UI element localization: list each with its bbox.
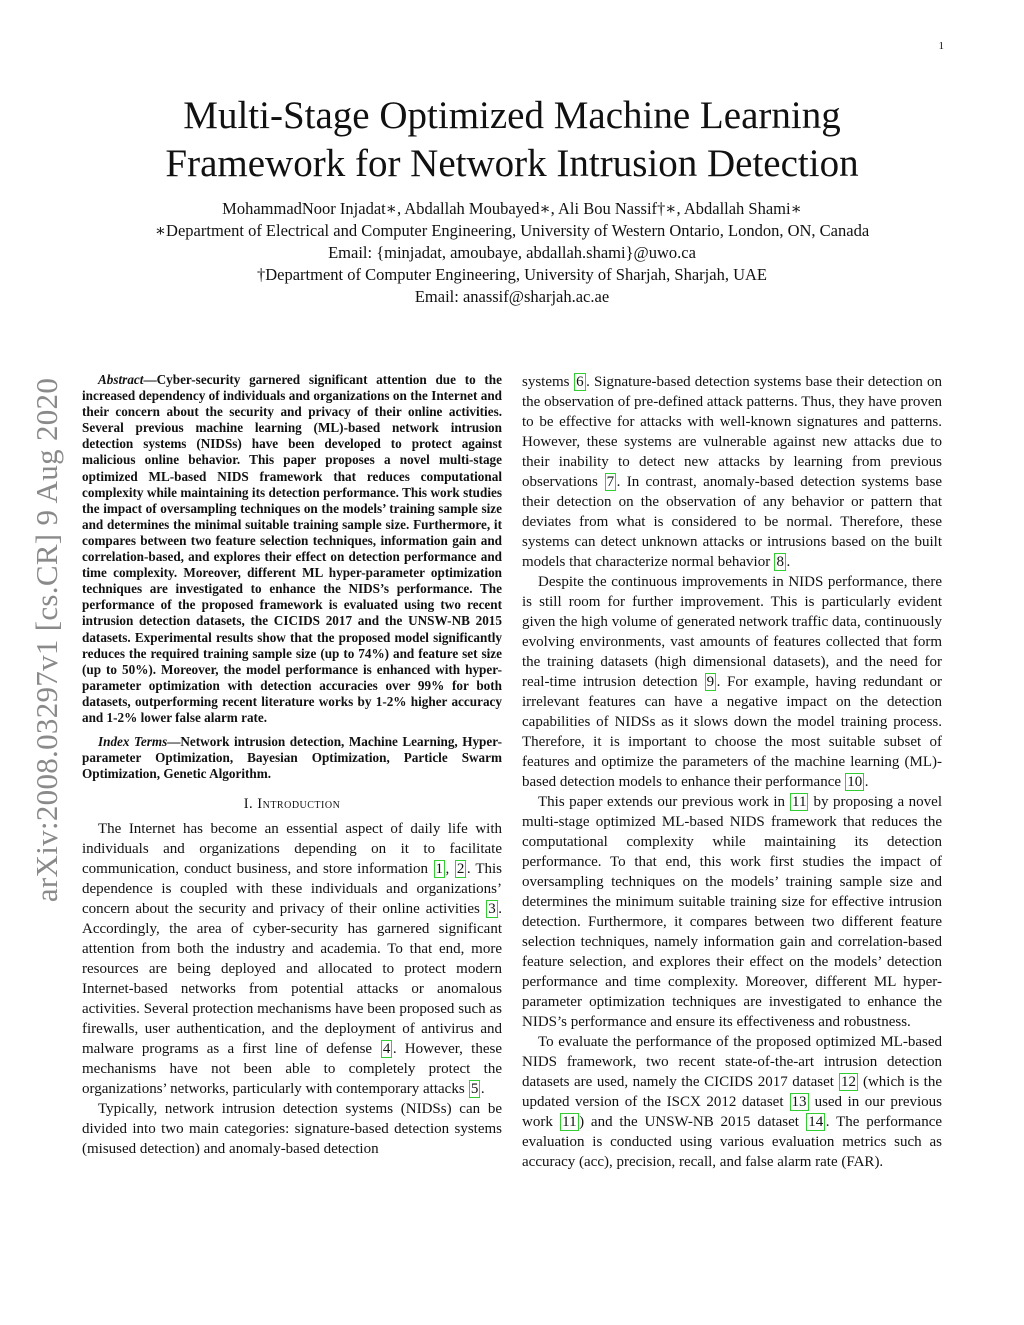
body-text-run: Despite the continuous improvements in NIDS performance, there is still room for further improvement. This is particularly evident given the high volume of generated network traffic data, continuously evolving environments, vast amounts of features collected that form the training datasets (high dimensional datasets), and the need for real-time intrusion detection xyxy=(522,574,942,690)
body-text-run: by proposing a novel multi-stage optimized ML-based NIDS framework that reduces the computational complexity while maintaining its detection performance. To that end, this work first studies the impact of oversampling techniques on the models’ training sample size and determines the minimum suitable training size for effective intrusion detection. Furthermore, it compares between two different feature selection techniques, namely information gain and correlation-based feature selection, and explores their effect on the models’ detection performance and time complexity. Moreover, different ML hyper-parameter optimization techniques are investigated to enhance the NIDS’s performance and ensure its effectiveness and robustness. xyxy=(522,794,943,1030)
body-text-run: . Accordingly, the area of cyber-security has garnered significant attention from both the industry and academia. To that end, more resources are being deployed and allocated to protect modern Internet-based networks from potential attacks or anomalous activities. Several protection mechanisms have been proposed such as firewalls, user authentication, and the deployment of antivirus and malware programs as a first line of defense xyxy=(82,901,502,1058)
index-terms-text: —Network intrusion detection, Machine Learning, Hyper-parameter Optimization, Bayesian Optimization, Particle Swarm Optimization, Genetic Algorithm. xyxy=(82,734,502,782)
citation-link[interactable]: 1 xyxy=(435,861,444,878)
body-paragraph xyxy=(522,1032,942,1172)
citation-link[interactable]: 11 xyxy=(792,794,807,810)
body-text-run: ) and the UNSW-NB 2015 dataset xyxy=(579,1114,806,1130)
abstract xyxy=(82,372,502,726)
paper-title xyxy=(0,92,1024,188)
citation-link[interactable]: 6 xyxy=(576,374,584,390)
citation-link[interactable]: 8 xyxy=(776,554,784,570)
right-column xyxy=(522,372,942,1172)
body-text-run: . xyxy=(864,774,869,790)
citation-link[interactable]: 9 xyxy=(706,674,715,690)
index-terms-label: Index Terms xyxy=(98,734,168,750)
index-terms xyxy=(82,734,502,782)
body-text-run: . In contrast, anomaly-based detection systems base their detection on the observation of any behavior or pattern that deviates from what is considered to be normal. Therefore, these systems can detect unknown attacks or intrusions based on the built models that characterize normal behavior xyxy=(522,474,942,570)
body-text-run: (which is the updated version of the ISCX 2012 dataset xyxy=(522,1074,942,1110)
body-text-run: This paper extends our previous work in xyxy=(538,794,790,810)
body-paragraph xyxy=(522,372,942,572)
author-names: MohammadNoor Injadat∗, Abdallah Moubayed∗, Ali Bou Nassif†∗, Abdallah Shami∗ xyxy=(222,199,802,218)
left-body-text xyxy=(82,819,502,1159)
body-text-run: systems xyxy=(522,374,574,390)
affiliation-sharjah: †Department of Computer Engineering, University of Sharjah, Sharjah, UAE xyxy=(256,265,767,284)
citation-link[interactable]: 11 xyxy=(562,1114,577,1130)
title-line-1: Multi-Stage Optimized Machine Learning xyxy=(183,94,841,137)
citation-link[interactable]: 2 xyxy=(456,861,465,878)
page-number: 1 xyxy=(938,40,944,52)
body-text-run: . This dependence is coupled with these individuals and organizations’ concern about the security and privacy of their online activities xyxy=(82,861,502,918)
citation-link[interactable]: 13 xyxy=(791,1094,807,1110)
body-paragraph xyxy=(522,572,942,792)
body-text-run: . xyxy=(786,554,791,570)
title-line-2: Framework for Network Intrusion Detection xyxy=(165,142,859,185)
paper-header xyxy=(0,92,1024,308)
citation-link[interactable]: 3 xyxy=(488,901,496,918)
body-text-run: The Internet has become an essential aspect of daily life with individuals and organizations depending on it to facilitate communication, conduct business, and store information xyxy=(82,821,502,878)
affiliation-western: ∗Department of Electrical and Computer Engineering, University of Western Ontario, London, ON, Canada xyxy=(154,221,870,240)
body-text-run: . For example, having redundant or irrelevant features can have a negative impact on the detection capabilities of NIDSs as it slows down the model training process. Therefore, it is important to choose the most suitable subset of features and optimize the parameters of the machine learning (ML)-based detection models to enhance their performance xyxy=(522,674,942,790)
body-text-run: To evaluate the performance of the proposed optimized ML-based NIDS framework, two recent state-of-the-art intrusion detection datasets are used, namely the CICIDS 2017 dataset xyxy=(522,1034,942,1090)
section-heading-introduction: I. Introduction xyxy=(243,796,341,813)
citation-link[interactable]: 4 xyxy=(382,1041,391,1058)
body-text-run: . The performance evaluation is conducted using various evaluation metrics such as accuracy (acc), precision, recall, and false alarm rate (FAR). xyxy=(522,1114,943,1170)
author-block xyxy=(0,198,1024,308)
body-text-run: . xyxy=(480,1081,485,1098)
right-body-text xyxy=(522,372,942,1172)
body-text-run: , xyxy=(445,861,455,878)
citation-link[interactable]: 12 xyxy=(840,1074,856,1090)
abstract-label: Abstract xyxy=(98,372,144,387)
body-paragraph xyxy=(82,1099,502,1159)
email-western: Email: {minjadat, amoubaye, abdallah.shami}@uwo.ca xyxy=(328,243,696,262)
abstract-text: —Cyber-security garnered significant attention due to the increased dependency of individuals and organizations on the Internet and their concern about the security and privacy of their online activities. Several previous machine learning (ML)-based network intrusion detection systems (NIDSs) have been developed to protect against malicious online behavior. This paper proposes a novel multi-stage optimized ML-based NIDS framework that reduces computational complexity while maintaining its detection performance. This work studies the impact of oversampling techniques on the models’ training sample size and determines the minimal suitable training sample size. Furthermore, it compares between two feature selection techniques, information gain and correlation-based, and explores their effect on detection performance and time complexity. Moreover, different ML hyper-parameter optimization techniques are investigated to enhance the NIDS’s performance. The performance of the proposed framework is evaluated using two recent intrusion detection datasets, the CICIDS 2017 and the UNSW-NB 2015 datasets. Experimental results show that the proposed model significantly reduces the required training sample size (up to 74%) and feature set size (up to 50%). Moreover, the model performance is enhanced with hyper-parameter optimization with detection accuracies over 99% for both datasets, outperforming recent literature works by 1-2% higher accuracy and 1-2% lower false alarm rate. xyxy=(82,372,502,725)
body-text-run: . Signature-based detection systems base their detection on the observation of pre-defined attack patterns. Thus, they have proven to be effective for attacks with well-known signatures and patterns. However, these systems are vulnerable against new attacks due to their inability to detect new attacks by learning from previous observations xyxy=(522,374,942,490)
left-column xyxy=(82,372,502,1159)
arxiv-identifier[interactable]: arXiv:2008.03297v1 [cs.CR] 9 Aug 2020 xyxy=(29,377,64,903)
body-text-run: used in our previous work xyxy=(522,1094,942,1130)
body-paragraph xyxy=(522,792,942,1032)
citation-link[interactable]: 14 xyxy=(808,1114,824,1130)
body-paragraph xyxy=(82,819,502,1099)
body-text-run: . However, these mechanisms have not been able to completely protect the organizations’ networks, particularly with contemporary attacks xyxy=(82,1041,502,1098)
citation-link[interactable]: 10 xyxy=(847,774,863,790)
citation-link[interactable]: 5 xyxy=(470,1081,479,1098)
citation-link[interactable]: 7 xyxy=(606,474,615,490)
email-sharjah: Email: anassif@sharjah.ac.ae xyxy=(414,287,610,306)
body-text-run: Typically, network intrusion detection systems (NIDSs) can be divided into two main categories: signature-based detection systems (misused detection) and anomaly-based detection xyxy=(82,1101,502,1158)
